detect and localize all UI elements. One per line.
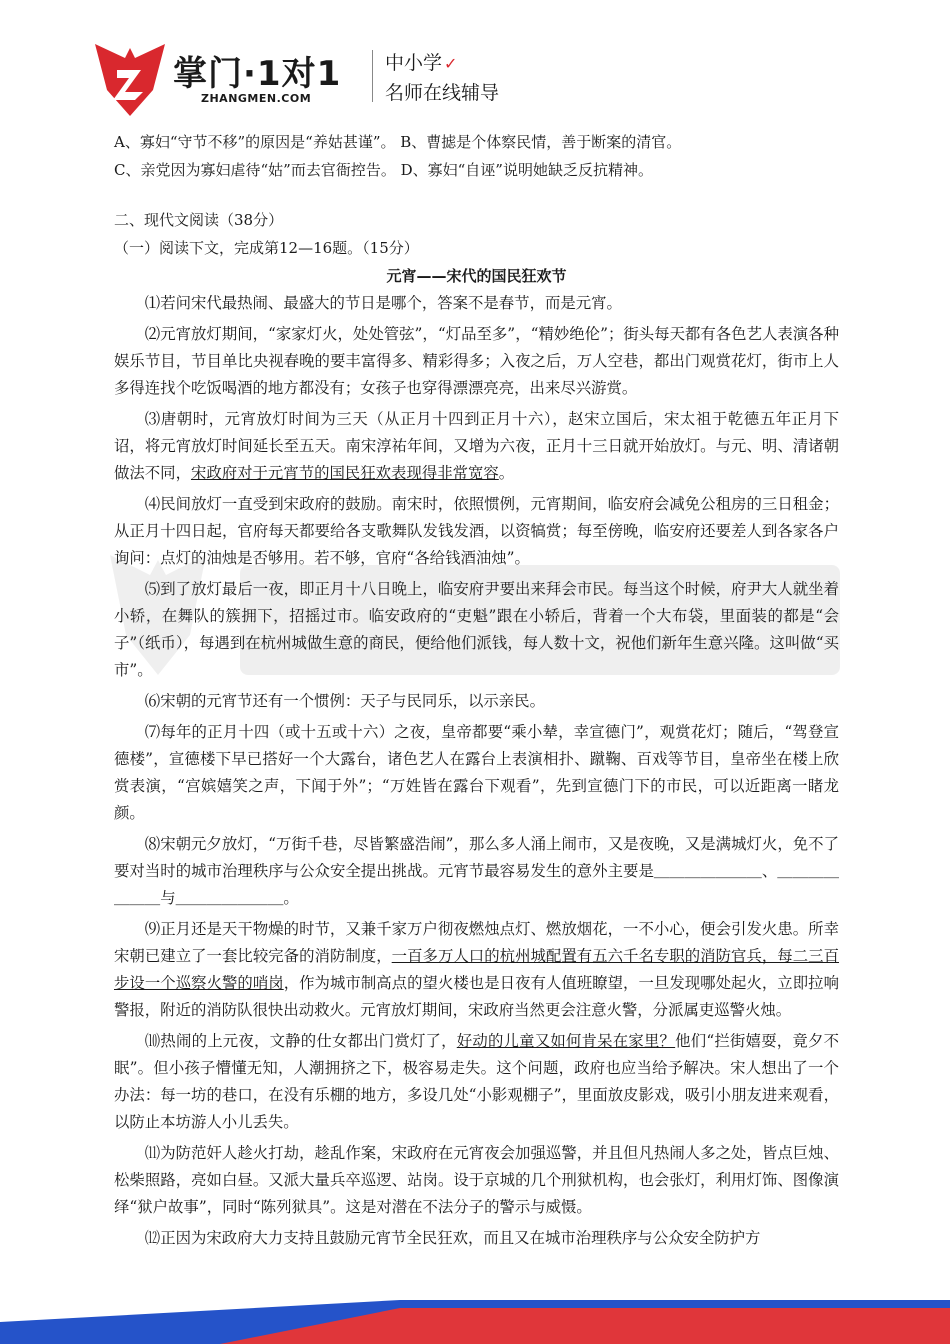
paragraph-8-end: 。 [283, 889, 299, 907]
paragraph-10-underlined: 好动的儿童又如何肯呆在家里？ [456, 1032, 676, 1050]
zhangmen-logo-icon [95, 40, 165, 116]
paragraph-9-rest: ，作为城市制高点的望火楼也是日夜有人值班瞭望，一旦发现哪处起火，立即拉响警报，附近的消防队很快出动救火。元宵放灯期间，宋政府当然更会注意火警，分派属吏巡警火烛。 [114, 974, 839, 1019]
paragraph-1: ⑴若问宋代最热闹、最盛大的节日是哪个，答案不是春节，而是元宵。 [144, 294, 622, 312]
section-heading: 二、现代文阅读（38分） [114, 211, 284, 229]
paragraph-3-end: 。 [498, 464, 515, 482]
header-divider [372, 50, 373, 102]
paragraph-10-rest: 他们“拦街嬉耍，竟夕不眠”。但小孩子懵懂无知，人潮拥挤之下，极容易走失。这个问题，政府也应当给予解决。宋人想出了一个办法：每一坊的巷口，在没有乐棚的地方，多设几处“小影观棚子”，里面放皮影戏，吸引小朋友进来观看，以防止本坊游人小儿丢失。 [114, 1032, 839, 1131]
footer-bar [0, 1300, 950, 1344]
tagline-primary [385, 48, 457, 75]
paragraph-3-text: ⑶唐朝时，元宵放灯时间为三天（从正月十四到正月十六），赵宋立国后，宋太祖于乾德五年正月下诏，将元宵放灯时间延长至五天。南宋淳祐年间，又增为六夜，正月十三日就开始放灯。与元、明、清诸朝做法不同， [114, 410, 839, 482]
paragraph-10-text: ⑽热闹的上元夜，文静的仕女都出门赏灯了， [144, 1032, 457, 1050]
paragraph-4: ⑷民间放灯一直受到宋政府的鼓励。南宋时，依照惯例，元宵期间，临安府会减免公租房的三日租金；从正月十四日起，官府每天都要给各支歌舞队发钱发酒，以资犒赏；每至傍晚，临安府还要差人到各家各户询问：点灯的油烛是否够用。若不够，官府“各给钱酒油烛”。 [114, 495, 839, 567]
paragraph-8-separator: 、 [761, 862, 778, 880]
paragraph-7: ⑺每年的正月十四（或十五或十六）之夜，皇帝都要“乘小辇，幸宣德门”，观赏花灯；随后，“驾登宣德楼”，宣德楼下早已搭好一个大露台，诸色艺人在露台上表演相扑、蹴鞠、百戏等节目，皇帝坐在楼上欣赏表演，“宫嫔嬉笑之声，下闻于外”；“万姓皆在露台下观看”，先到宣德门下的市民，可以近距离一睹龙颜。 [114, 723, 839, 822]
paragraph-9 [114, 916, 839, 1024]
article-title: 元宵——宋代的国民狂欢节 [386, 267, 567, 285]
paragraph-6: ⑹宋朝的元宵节还有一个惯例：天子与民同乐，以示亲民。 [144, 692, 545, 710]
section-subheading: （一）阅读下文，完成第12—16题。（15分） [114, 239, 419, 257]
paragraph-8 [114, 831, 839, 912]
answer-blank-3[interactable]: ＿＿＿＿＿＿＿ [175, 889, 284, 907]
tagline-primary-text: 中小学 [385, 52, 443, 74]
check-mark-icon: ✓ [444, 54, 458, 73]
paragraph-3-underlined: 宋政府对于元宵节的国民狂欢表现得非常宽容 [190, 464, 499, 482]
paragraph-9-underlined: 一百多万人口的杭州城配置有五六千名专职的消防官兵，每二三百步设一个巡察火警的哨岗 [114, 947, 839, 992]
answer-blank-1[interactable]: ＿＿＿＿＿＿＿ [653, 862, 762, 880]
document-body [114, 128, 839, 1256]
paragraph-11: ⑾为防范奸人趁火打劫，趁乱作案，宋政府在元宵夜会加强巡警，并且但凡热闹人多之处，皆点巨烛、松柴照路，亮如白昼。又派大量兵卒巡逻、站岗。设于京城的几个刑狱机构，也会张灯，利用灯饰、图像演绎“狱户故事”，同时“陈列狱具”。这是对潜在不法分子的警示与威慑。 [114, 1144, 839, 1216]
answer-blank-2[interactable]: ＿＿＿＿＿＿＿ [114, 862, 839, 907]
paragraph-3 [114, 406, 839, 487]
brand-name: 掌门·1对1 [173, 54, 342, 94]
option-line-ab: A、寡妇“守节不移”的原因是“养姑甚谨”。 B、曹摅是个体察民情，善于断案的清官。 [114, 133, 682, 151]
spacer [114, 184, 839, 206]
page-header [95, 38, 555, 118]
paragraph-9-text: ⑼正月还是天干物燥的时节，又兼千家万户彻夜燃烛点灯、燃放烟花，一不小心，便会引发火患。所幸宋朝已建立了一套比较完备的消防制度， [114, 920, 839, 965]
paragraph-10 [114, 1028, 839, 1136]
tagline-secondary: 名师在线辅导 [385, 82, 500, 104]
paragraph-2: ⑵元宵放灯期间，“家家灯火，处处管弦”，“灯品至多”，“精妙绝伦”；街头每天都有各色艺人表演各种娱乐节目，节目单比央视春晚的要丰富得多、精彩得多；入夜之后，万人空巷，都出门观赏花灯，街市上人多得连找个吃饭喝酒的地方都没有；女孩子也穿得漂漂亮亮，出来尽兴游赏。 [114, 325, 839, 397]
paragraph-5: ⑸到了放灯最后一夜，即正月十八日晚上，临安府尹要出来拜会市民。每当这个时候，府尹大人就坐着小轿，在舞队的簇拥下，招摇过市。临安政府的“吏魁”跟在小轿后，背着一个大布袋，里面装的都是“会子”（纸币），每遇到在杭州城做生意的商民，便给他们派钱，每人数十文，祝他们新年生意兴隆。这叫做“买市”。 [114, 580, 839, 679]
option-line-cd: C、亲党因为寡妇虐待“姑”而去官衙控告。 D、寡妇“自诬”说明她缺乏反抗精神。 [114, 161, 653, 179]
paragraph-8-text: ⑻宋朝元夕放灯，“万街千巷，尽皆繁盛浩闹”，那么多人涌上闹市，又是夜晚，又是满城灯火，免不了要对当时的城市治理秩序与公众安全提出挑战。元宵节最容易发生的意外主要是 [114, 835, 839, 880]
brand-url: ZHANGMEN.COM [201, 92, 312, 105]
paragraph-12: ⑿正因为宋政府大力支持且鼓励元宵节全民狂欢，而且又在城市治理秩序与公众安全防护方 [144, 1229, 761, 1247]
paragraph-8-conjunction: 与 [160, 889, 176, 907]
